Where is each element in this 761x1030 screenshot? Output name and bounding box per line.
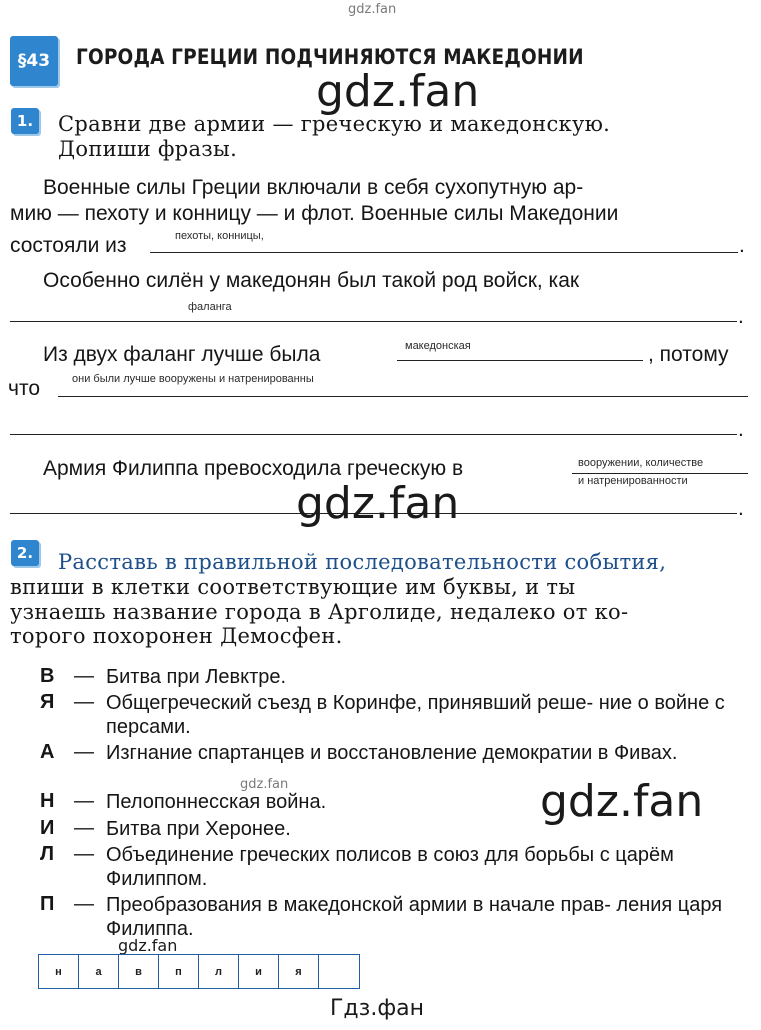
event-text: Битва при Херонее.	[106, 818, 291, 840]
answer-cell[interactable]: п	[159, 955, 199, 988]
footer-watermark: Гдз.фан	[330, 996, 424, 1021]
watermark-large: gdz.fan	[316, 66, 480, 117]
answer-cell[interactable]: в	[119, 955, 159, 988]
section-badge: §43	[10, 36, 58, 86]
task-2-instruction-line: впиши в клетки соответствующие им буквы, и ты	[10, 575, 576, 599]
task-1-p3-mid: , потому	[648, 343, 729, 366]
task-2-instruction-line: узнаешь название города в Арголиде, недалеко от ко-	[10, 599, 629, 624]
period: .	[739, 234, 745, 257]
event-letter: Л	[40, 843, 55, 865]
answer-better-phalanx: македонская	[405, 340, 471, 352]
task-1-instruction-line: Сравни две армии — греческую и македонскую.	[58, 112, 611, 136]
answer-rule	[58, 396, 748, 397]
answer-army-composition: пехоты, конницы,	[175, 230, 264, 242]
answer-rule	[150, 252, 738, 253]
task-1-p3-prefix: Из двух фаланг лучше была	[43, 343, 321, 366]
task-2-number: 2.	[11, 540, 39, 566]
task-2-instruction-cont	[10, 575, 755, 649]
answer-rule	[10, 321, 737, 322]
event-dash: —	[74, 741, 94, 763]
task-1-p1-line: Военные силы Греции включали в себя сухопутную ар-	[43, 176, 584, 199]
task-1-p2-line: Особенно силён у македонян был такой род войск, как	[43, 269, 580, 292]
watermark-small: gdz.fan	[118, 936, 178, 955]
task-1-p1-prefix: состояли из	[10, 234, 127, 257]
task-2-instruction-line: Расставь в правильной последовательности события,	[58, 550, 667, 574]
event-letter: Н	[40, 790, 55, 812]
task-2-instruction	[58, 550, 666, 575]
watermark-top: gdz.fan	[348, 2, 397, 17]
answer-rule	[10, 434, 737, 435]
task-1-p1-line: мию — пехоту и конницу — и флот. Военные силы Македонии	[10, 202, 619, 225]
watermark-large: gdz.fan	[296, 478, 460, 529]
period: .	[738, 305, 744, 328]
answer-superiority: вооружении, количестве	[578, 457, 704, 469]
event-text: Битва при Левктре.	[106, 666, 287, 688]
period: .	[738, 497, 744, 520]
event-text: Изгнание спартанцев и восстановление демократии в Фивах.	[106, 742, 678, 764]
task-1-instruction	[58, 112, 610, 161]
answer-rule	[572, 473, 748, 474]
watermark-small: gdz.fan	[240, 777, 289, 792]
answer-superiority-cont: и натренированности	[578, 475, 688, 487]
event-text: Преобразования в македонской армии в начале прав- ления царя Филиппа.	[106, 894, 723, 940]
event-dash: —	[74, 665, 94, 687]
event-dash: —	[74, 691, 94, 713]
answer-cell[interactable]: и	[239, 955, 279, 988]
event-dash: —	[74, 790, 94, 812]
task-1-p4-prefix: Армия Филиппа превосходила греческую в	[43, 457, 464, 480]
task-1-number: 1.	[11, 108, 39, 134]
watermark-large: gdz.fan	[540, 776, 704, 827]
event-letter: В	[40, 665, 55, 687]
event-dash: —	[74, 817, 94, 839]
answer-troop-type: фаланга	[188, 301, 232, 313]
event-letter: П	[40, 893, 55, 915]
answer-grid	[38, 954, 360, 989]
answer-reason: они были лучше вооружены и натренированны	[72, 373, 314, 385]
answer-cell[interactable]: н	[39, 955, 79, 988]
event-letter: И	[40, 817, 55, 839]
event-dash: —	[74, 843, 94, 865]
task-2-instruction-line: торого похоронен Демосфен.	[10, 624, 343, 648]
task-1-instruction-line: Допиши фразы.	[58, 136, 238, 161]
answer-rule	[397, 360, 643, 361]
period: .	[738, 418, 744, 441]
page-title: ГОРОДА ГРЕЦИИ ПОДЧИНЯЮТСЯ МАКЕДОНИИ	[76, 45, 584, 69]
task-1-p3-line2-prefix: что	[8, 377, 41, 400]
answer-cell[interactable]: а	[79, 955, 119, 988]
event-letter: Я	[40, 691, 55, 713]
event-text: Объединение греческих полисов в союз для борьбы с царём Филиппом.	[106, 844, 674, 890]
event-dash: —	[74, 893, 94, 915]
answer-cell[interactable]: л	[199, 955, 239, 988]
event-text: Общегреческий съезд в Коринфе, принявший реше- ние о войне с персами.	[106, 692, 725, 738]
event-text: Пелопоннесская война.	[106, 791, 327, 813]
answer-cell[interactable]	[319, 955, 359, 988]
event-letter: А	[40, 741, 55, 763]
answer-cell[interactable]: я	[279, 955, 319, 988]
